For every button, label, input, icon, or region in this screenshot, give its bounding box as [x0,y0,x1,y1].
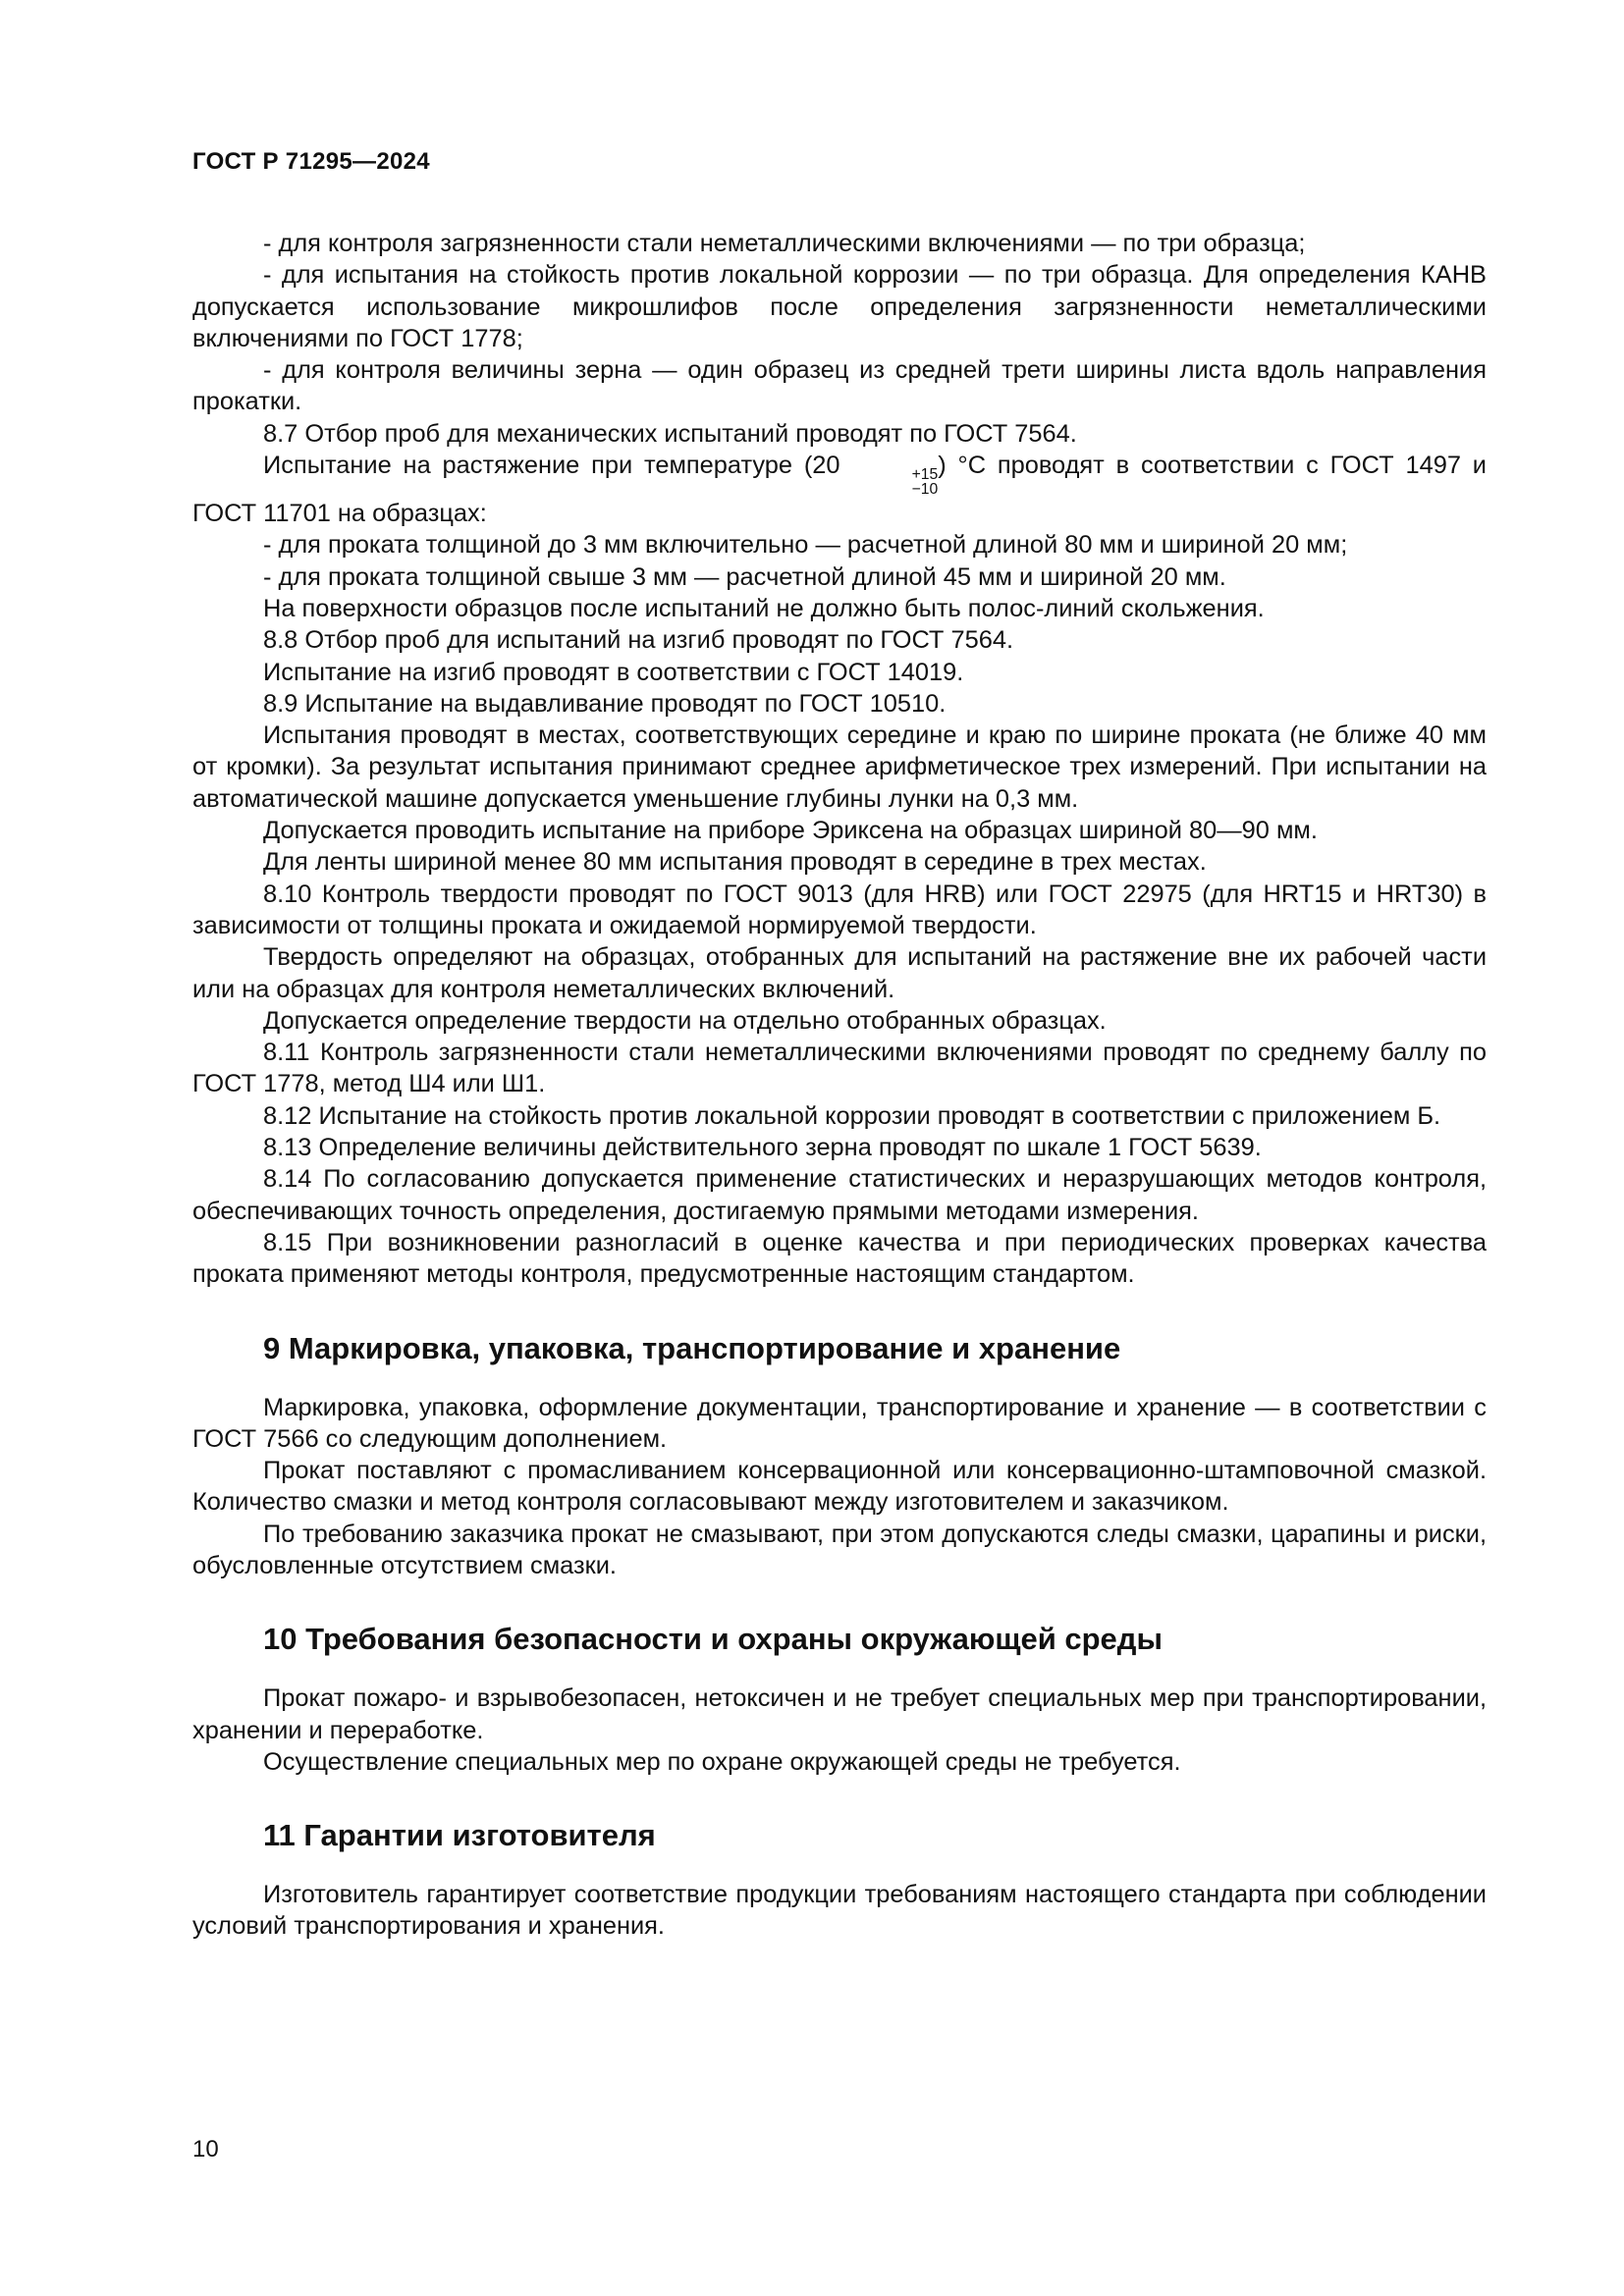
paragraph: Маркировка, упаковка, оформление документации, транспортирование и хранение — в соответствии с ГОСТ 7566 со следующим дополнением. [192,1393,1487,1453]
paragraph: Допускается определение твердости на отдельно отобранных образцах. [263,1006,1107,1035]
paragraph: 8.9 Испытание на выдавливание проводят по ГОСТ 10510. [263,689,947,718]
paragraph: 8.10 Контроль твердости проводят по ГОСТ 9013 (для HRB) или ГОСТ 22975 (для HRT15 и HRT30) в зависимости от толщины проката и ожидаемой нормируемой твердости. [192,880,1487,939]
section-heading-10: 10 Требования безопасности и охраны окружающей среды [263,1622,1163,1657]
page-number: 10 [192,2136,219,2163]
section-heading-9: 9 Маркировка, упаковка, транспортирование и хранение [263,1330,1121,1365]
paragraph: Испытания проводят в местах, соответствующих середине и краю по ширине проката (не ближе 40 мм от кромки). За результат испытания принимают среднее арифметическое трех измерений. При испытании на автоматической машине допускается уменьшение глубины лунки на 0,3 мм. [192,721,1487,813]
paragraph: Для ленты шириной менее 80 мм испытания проводят в середине в трех местах. [263,848,1207,877]
section-heading-11: 11 Гарантии изготовителя [263,1818,656,1853]
text-run: ) °С проводят в соответствии с ГОСТ 1497 и ГОСТ 11701 на образцах: [192,452,1487,528]
document-body [192,228,1487,1943]
paragraph: Твердость определяют на образцах, отобранных для испытаний на растяжение вне их рабочей части или на образцах для контроля неметаллических включений. [192,943,1487,1003]
paragraph: - для контроля величины зерна — один образец из средней трети ширины листа вдоль направления прокатки. [192,356,1487,416]
paragraph: 8.14 По согласованию допускается применение статистических и неразрушающих методов контроля, обеспечивающих точность определения, достигаемую прямыми методами измерения. [192,1165,1487,1225]
paragraph: 8.15 При возникновении разногласий в оценке качества и при периодических проверках качества проката применяют методы контроля, предусмотренные настоящим стандартом. [192,1228,1487,1289]
document-header: ГОСТ Р 71295—2024 [192,148,430,175]
paragraph: - для испытания на стойкость против локальной коррозии — по три образца. Для определения КАНВ допускается использование микрошлифов после определения загрязненности неметаллическими включениями по ГОСТ 1778; [192,261,1487,352]
paragraph: - для проката толщиной свыше 3 мм — расчетной длиной 45 мм и шириной 20 мм. [263,562,1226,591]
paragraph: По требованию заказчика прокат не смазывают, при этом допускаются следы смазки, царапины и риски, обусловленные отсутствием смазки. [192,1520,1487,1579]
paragraph: Прокат поставляют с промасливанием консервационной или консервационно-штамповочной смазкой. Количество смазки и метод контроля согласовывают между изготовителем и заказчиком. [192,1457,1487,1517]
paragraph: 8.8 Отбор проб для испытаний на изгиб проводят по ГОСТ 7564. [263,626,1014,655]
paragraph: - для контроля загрязненности стали неметаллическими включениями — по три образца; [263,230,1306,257]
paragraph: Испытание на изгиб проводят в соответствии с ГОСТ 14019. [263,658,964,686]
tolerance-upper: +15 [911,465,939,483]
paragraph: Изготовитель гарантирует соответствие продукции требованиям настоящего стандарта при соблюдении условий транспортирования и хранения. [192,1881,1487,1941]
paragraph: 8.12 Испытание на стойкость против локальной коррозии проводят в соответствии с приложением Б. [263,1101,1441,1130]
paragraph: - для проката толщиной до 3 мм включительно — расчетной длиной 80 мм и шириной 20 мм; [263,531,1348,560]
paragraph: Осуществление специальных мер по охране окружающей среды не требуется. [263,1747,1181,1776]
paragraph: 8.11 Контроль загрязненности стали неметаллическими включениями проводят по среднему баллу по ГОСТ 1778, метод Ш4 или Ш1. [192,1039,1487,1098]
text-run: Испытание на растяжение при температуре (20 [263,452,840,480]
paragraph: Допускается проводить испытание на приборе Эриксена на образцах шириной 80—90 мм. [263,817,1318,845]
paragraph: На поверхности образцов после испытаний не должно быть полос-линий скольжения. [263,594,1265,622]
tolerance-lower: −10 [911,481,939,499]
paragraph: 8.13 Определение величины действительного зерна проводят по шкале 1 ГОСТ 5639. [263,1134,1262,1162]
paragraph: 8.7 Отбор проб для механических испытаний проводят по ГОСТ 7564. [263,419,1077,448]
paragraph: Прокат пожаро- и взрывобезопасен, нетоксичен и не требует специальных мер при транспортировании, хранении и переработке. [192,1684,1487,1744]
tolerance-fraction [841,467,939,499]
paragraph-temperature [192,450,1487,529]
